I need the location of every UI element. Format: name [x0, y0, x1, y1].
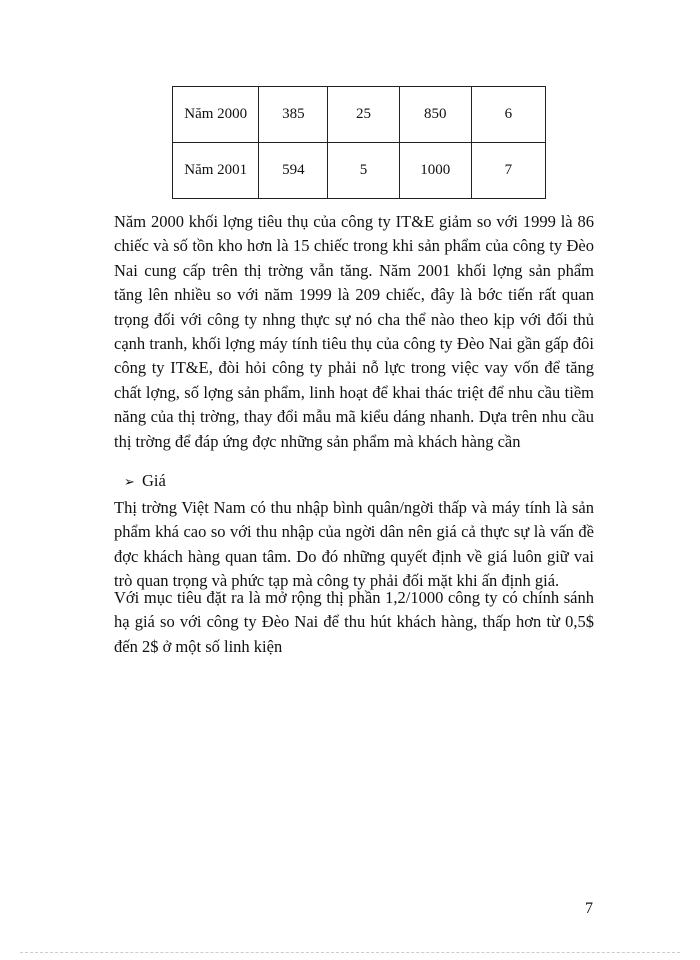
table-row	[173, 87, 546, 143]
analysis-paragraph: Năm 2000 khối lợng tiêu thụ của công ty IT&E giảm so với 1999 là 86 chiếc và số tồn kho hơn là 15 chiếc trong khi sản phẩm của công ty Đèo Nai cung cấp trên thị trờng vẫn tăng. Năm 2001 khối lợng sản phẩm tăng lên nhiều so với năm 1999 là 209 chiếc, đây là bớc tiến rất quan trọng đối với công ty nhng thực sự nó cha thể nào theo kịp với đối thủ cạnh tranh, khối lợng máy tính tiêu thụ của công ty Đèo Nai gần gấp đôi công ty IT&E, đòi hỏi công ty phải nỗ lực trong việc vay vốn để tăng chất lợng, số lợng sản phẩm, linh hoạt để khai thác triệt để nhu cầu tiềm năng của thị trờng, thay đổi mẫu mã kiểu dáng nhanh. Dựa trên nhu cầu thị trờng để đáp ứng đợc những sản phẩm mà khách hàng cần	[114, 212, 594, 451]
section-heading	[124, 470, 166, 493]
sales-table	[172, 86, 546, 199]
table-cell: 850	[399, 87, 471, 143]
price-policy-paragraph: Với mục tiêu đặt ra là mở rộng thị phần 1,2/1000 công ty có chính sánh hạ giá so với công ty Đèo Nai để thu hút khách hàng, thấp hơn từ 0,5$ đến 2$ ở một số linh kiện	[114, 588, 594, 656]
table-cell: Năm 2001	[173, 143, 259, 199]
price-intro-paragraph: Thị trờng Việt Nam có thu nhập bình quân/ngời thấp và máy tính là sản phẩm khá cao so với thu nhập của ngời dân nên giá cả thực sự là vấn đề đợc khách hàng quan tâm. Do đó những quyết định về giá luôn giữ vai trò quan trọng và phức tạp mà công ty phải đối mặt khi ấn định giá.	[114, 498, 594, 591]
table-cell: 1000	[399, 143, 471, 199]
table-cell: 594	[259, 143, 328, 199]
page-number: 7	[585, 900, 593, 917]
table-cell: 7	[471, 143, 545, 199]
table-cell: 385	[259, 87, 328, 143]
table-cell: Năm 2000	[173, 87, 259, 143]
table-cell: 5	[328, 143, 400, 199]
table-cell: 25	[328, 87, 400, 143]
arrow-bullet-icon: ➢	[124, 474, 135, 489]
table-cell: 6	[471, 87, 545, 143]
table-row	[173, 143, 546, 199]
footer-divider	[20, 952, 680, 953]
section-heading-label: Giá	[142, 471, 166, 490]
